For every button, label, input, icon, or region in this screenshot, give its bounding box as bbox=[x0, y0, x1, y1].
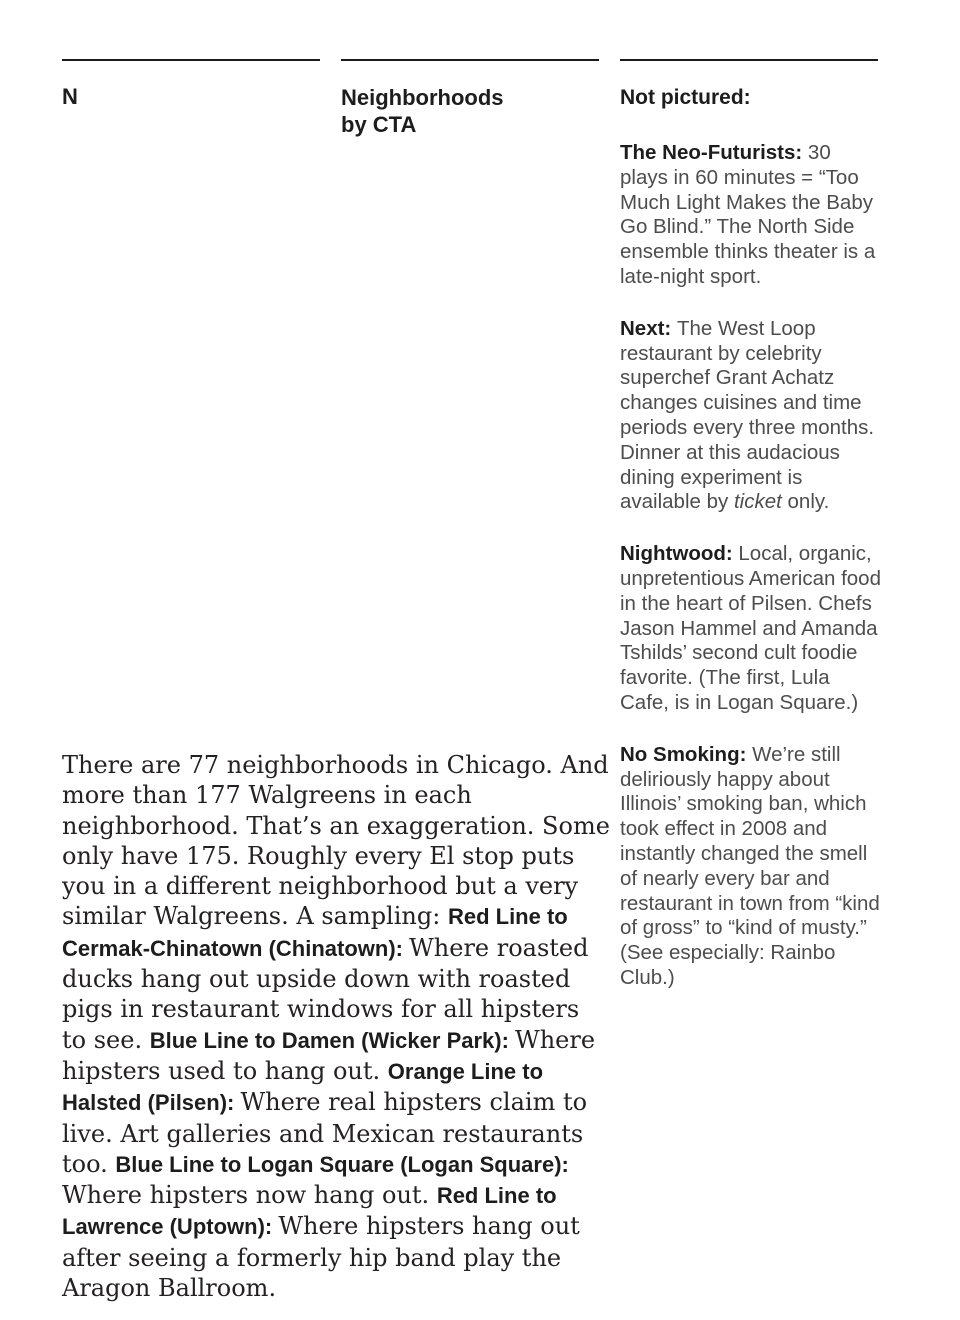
column-rule-left bbox=[62, 59, 320, 61]
column-rule-right bbox=[620, 59, 878, 61]
text-run: The Neo-Futurists: bbox=[620, 141, 808, 164]
column-rule-middle bbox=[341, 59, 599, 61]
text-run: Blue Line to Damen (Wicker Park): bbox=[149, 1027, 516, 1053]
text-run: ticket bbox=[733, 490, 782, 514]
text-run: The West Loop restaurant by celebrity superchef Grant Achatz changes cuisines and time periods every three months. Dinner at this audacious dining experiment is available by bbox=[620, 316, 875, 514]
section-letter: N bbox=[62, 84, 78, 109]
sidebar-entry bbox=[620, 542, 884, 716]
text-run: There are 77 neighborhoods in Chicago. And more than 177 Walgreens in each neighborhood. That’s an exaggeration. Some only have 175. Roughly every El stop puts you in a different neighborhood but a very similar Walgreens. A sampling: bbox=[62, 751, 610, 931]
sidebar-header: Not pictured: bbox=[620, 86, 751, 109]
text-run: Where roasted ducks hang out upside down with roasted pigs in restaurant windows for all hipsters to see. bbox=[62, 933, 589, 1054]
sidebar-entry bbox=[620, 317, 884, 515]
text-run: 30 plays in 60 minutes = “Too Much Light Makes the Baby Go Blind.” The North Side ensemble thinks theater is a late-night sport. bbox=[620, 141, 876, 288]
text-run: Where real hipsters claim to live. Art galleries and Mexican restaurants too. bbox=[62, 1088, 588, 1178]
text-run: Nightwood: bbox=[620, 542, 739, 566]
text-run: Local, organic, unpretentious American food in the heart of Pilsen. Chefs Jason Hammel and Amanda Tshilds’ second cult foodie favorite. (The first, Lula Cafe, is in Logan Square.) bbox=[620, 542, 881, 714]
text-run: Red Line to Lawrence (Uptown): bbox=[62, 1183, 557, 1240]
section-title-line-1: Neighborhoods bbox=[341, 85, 504, 110]
sidebar-entries bbox=[620, 141, 884, 1018]
text-run: Where hipsters hang out after seeing a formerly hip band play the Aragon Ballroom. bbox=[62, 1212, 580, 1303]
text-run: Where hipsters now hang out. bbox=[62, 1181, 437, 1210]
text-run: Orange Line to Halsted (Pilsen): bbox=[62, 1058, 544, 1116]
text-run: Red Line to Cermak-Chinatown (Chinatown): bbox=[62, 904, 568, 961]
text-run: No Smoking: bbox=[620, 742, 753, 766]
text-run: Where hipsters used to hang out. bbox=[62, 1025, 596, 1085]
sidebar-entry bbox=[620, 743, 884, 991]
text-run: Next: bbox=[620, 316, 677, 340]
text-run: We’re still deliriously happy about Illinois’ smoking ban, which took effect in 2008 and instantly changed the smell of nearly every bar and restaurant in town from “kind of gross” to “kind of musty.” (See especially: Rainbo Club.) bbox=[620, 742, 880, 989]
section-title bbox=[341, 84, 504, 138]
main-article bbox=[62, 750, 610, 1303]
text-run: Blue Line to Logan Square (Logan Square): bbox=[115, 1151, 569, 1177]
sidebar-entry bbox=[620, 141, 884, 290]
text-run: only. bbox=[781, 490, 830, 514]
section-title-line-2: by CTA bbox=[341, 112, 417, 137]
